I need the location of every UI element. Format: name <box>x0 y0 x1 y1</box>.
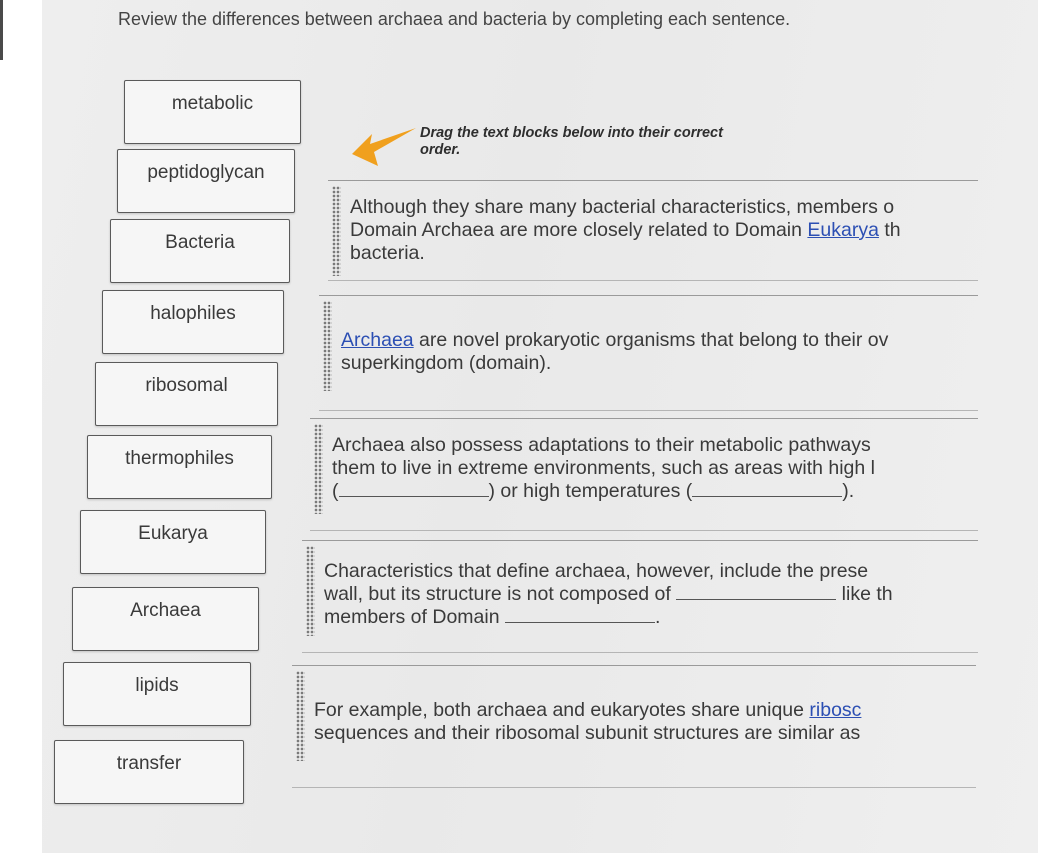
sentence-text: Characteristics that define archaea, however, include the prese wall, but its structure is not composed of like th members of Domain . <box>324 560 893 628</box>
blank-thermophiles-slot[interactable] <box>692 496 842 497</box>
blank-halophiles-slot[interactable] <box>339 496 489 497</box>
glossary-link-ribosomal[interactable]: ribosc <box>809 699 862 721</box>
sentence-text: For example, both archaea and eukaryotes share unique ribosc sequences and their ribosomal subunit structures are similar as <box>314 699 862 744</box>
sentence-text: Archaea also possess adaptations to their metabolic pathways them to live in extreme environments, such as areas with high l ( ) or high temperatures ( ). <box>332 434 876 502</box>
word-tile-bacteria[interactable]: Bacteria <box>110 219 290 283</box>
sentence-block-2[interactable] <box>319 295 978 405</box>
block-divider <box>319 410 978 411</box>
word-tile-eukarya[interactable]: Eukarya <box>80 510 266 574</box>
drag-grip-icon[interactable] <box>323 301 332 391</box>
drag-grip-icon[interactable] <box>332 186 341 276</box>
drag-grip-icon[interactable] <box>314 424 323 514</box>
block-divider <box>310 530 978 531</box>
block-divider <box>292 787 976 788</box>
sentence-block-4[interactable] <box>302 540 978 650</box>
word-tile-thermophiles[interactable]: thermophiles <box>87 435 272 499</box>
drag-grip-icon[interactable] <box>296 671 305 761</box>
sentence-text: Although they share many bacterial characteristics, members o Domain Archaea are more closely related to Domain Eukarya th bacteria. <box>350 196 901 264</box>
blank-bacteria-slot[interactable] <box>505 622 655 623</box>
sentence-block-3[interactable] <box>310 418 978 528</box>
drag-hint: Drag the text blocks below into their correct order. <box>420 125 723 158</box>
word-tile-lipids[interactable]: lipids <box>63 662 251 726</box>
instructions: Review the differences between archaea and bacteria by completing each sentence. <box>118 9 791 29</box>
word-tile-peptidoglycan[interactable]: peptidoglycan <box>117 149 295 213</box>
orange-arrow-icon <box>350 126 420 174</box>
word-tile-archaea[interactable]: Archaea <box>72 587 259 651</box>
word-tile-ribosomal[interactable]: ribosomal <box>95 362 278 426</box>
block-divider <box>302 540 978 541</box>
word-tile-halophiles[interactable]: halophiles <box>102 290 284 354</box>
blank-peptidoglycan-slot[interactable] <box>676 599 836 600</box>
sentence-block-1[interactable] <box>328 180 978 290</box>
glossary-link-archaea[interactable]: Archaea <box>341 329 414 351</box>
sentence-block-5[interactable] <box>292 665 976 775</box>
block-divider <box>302 652 978 653</box>
sentence-text: Archaea are novel prokaryotic organisms that belong to their ov superkingdom (domain). <box>341 329 889 374</box>
word-tile-transfer[interactable]: transfer <box>54 740 244 804</box>
left-edge-marker <box>0 0 3 60</box>
word-tile-metabolic[interactable]: metabolic <box>124 80 301 144</box>
block-divider <box>319 295 978 296</box>
glossary-link-eukarya[interactable]: Eukarya <box>807 219 879 241</box>
block-divider <box>328 280 978 281</box>
drag-grip-icon[interactable] <box>306 546 315 636</box>
block-divider <box>310 418 978 419</box>
block-divider <box>328 180 978 181</box>
block-divider <box>292 665 976 666</box>
